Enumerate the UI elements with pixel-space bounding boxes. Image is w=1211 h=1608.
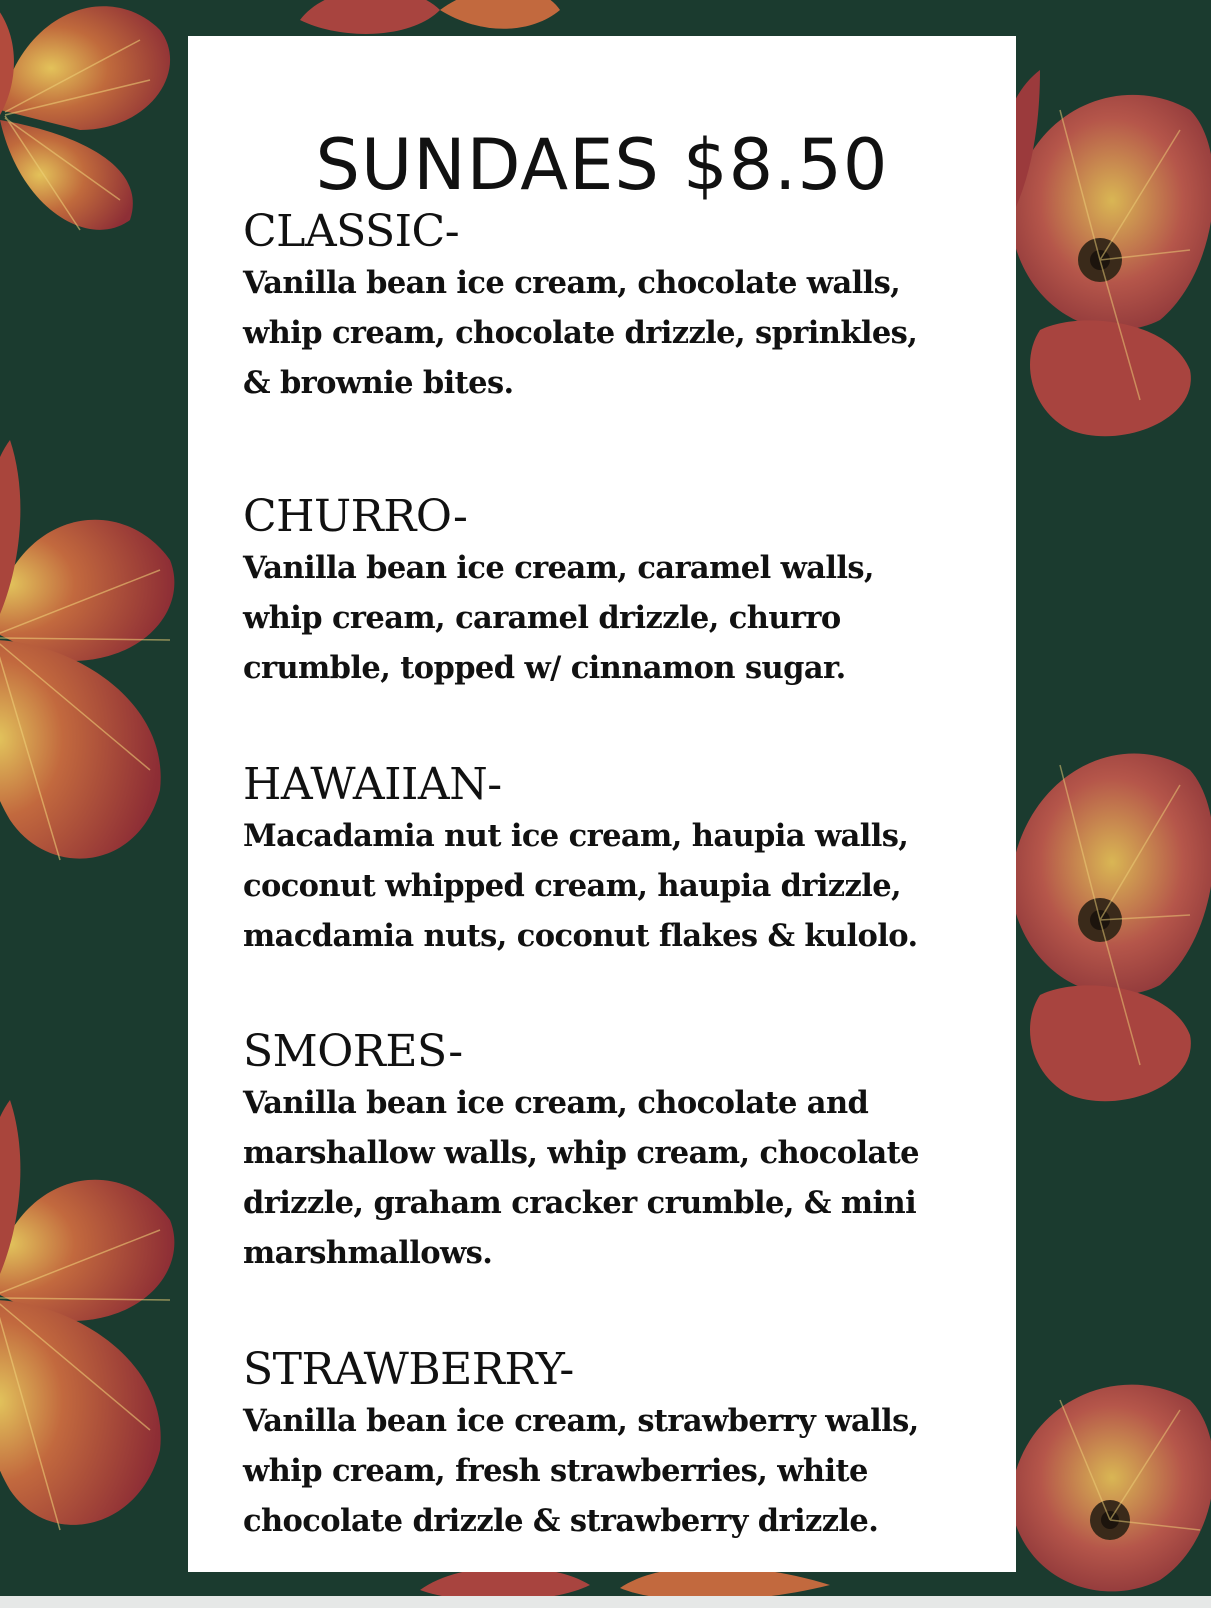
hibiscus-flower-icon <box>1000 70 1211 450</box>
hibiscus-flower-icon <box>1000 725 1211 1115</box>
hibiscus-flower-icon <box>290 0 570 40</box>
item-description-line: & brownie bites. <box>243 365 514 401</box>
hibiscus-flower-icon <box>0 440 185 910</box>
item-description-line: Vanilla bean ice cream, strawberry walls, <box>243 1403 919 1439</box>
hibiscus-flower-icon <box>0 0 190 240</box>
item-description-line: marshmallows. <box>243 1235 493 1271</box>
item-name: CHURRO- <box>243 491 468 542</box>
item-description-line: whip cream, fresh strawberries, white <box>243 1453 868 1489</box>
item-description-line: whip cream, caramel drizzle, churro <box>243 600 841 636</box>
item-name: HAWAIIAN- <box>243 759 502 810</box>
menu-item <box>243 1026 983 1278</box>
item-description-line: Vanilla bean ice cream, caramel walls, <box>243 550 874 586</box>
item-description-line: macdamia nuts, coconut flakes & kulolo. <box>243 918 918 954</box>
menu-item <box>243 206 983 408</box>
item-description-line: chocolate drizzle & strawberry drizzle. <box>243 1503 879 1539</box>
menu-title: SUNDAES $8.50 <box>315 124 889 206</box>
item-description-line: coconut whipped cream, haupia drizzle, <box>243 868 902 904</box>
item-description-line: crumble, topped w/ cinnamon sugar. <box>243 650 846 686</box>
item-description-line: Macadamia nut ice cream, haupia walls, <box>243 818 909 854</box>
bottom-strip <box>0 1596 1211 1608</box>
item-name: CLASSIC- <box>243 206 460 257</box>
item-description-line: marshallow walls, whip cream, chocolate <box>243 1135 919 1171</box>
menu-card <box>188 36 1016 1572</box>
item-name: SMORES- <box>243 1026 463 1077</box>
menu-item <box>243 491 983 693</box>
menu-item <box>243 1344 983 1546</box>
menu-item <box>243 759 983 961</box>
item-description-line: drizzle, graham cracker crumble, & mini <box>243 1185 917 1221</box>
hibiscus-flower-icon <box>1000 1360 1211 1596</box>
hibiscus-flower-icon <box>0 1100 185 1580</box>
item-name: STRAWBERRY- <box>243 1344 574 1395</box>
item-description-line: Vanilla bean ice cream, chocolate walls, <box>243 265 901 301</box>
item-description-line: whip cream, chocolate drizzle, sprinkles, <box>243 315 918 351</box>
item-description-line: Vanilla bean ice cream, chocolate and <box>243 1085 869 1121</box>
